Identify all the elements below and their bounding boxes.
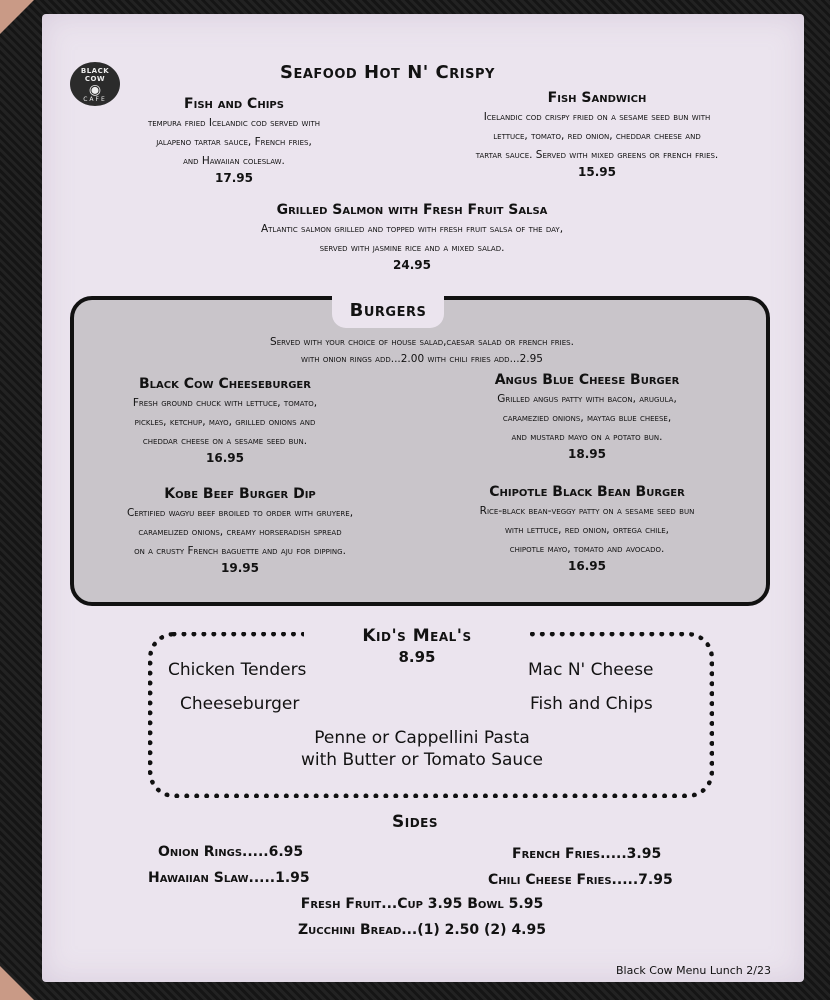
side-item: Chili Cheese Fries.....7.95 xyxy=(488,872,673,888)
menu-item-fish-and-chips xyxy=(104,96,364,185)
side-item: Onion Rings.....6.95 xyxy=(158,844,304,860)
item-desc-line: on a crusty French baguette and aju for dipping. xyxy=(134,545,346,557)
item-title: Fish Sandwich xyxy=(547,90,647,106)
menu-page xyxy=(42,14,804,982)
burgers-heading: Burgers xyxy=(349,300,427,321)
menu-item-angus-blue-cheese-burger xyxy=(442,372,732,461)
item-desc-line: cheddar cheese on a sesame seed bun. xyxy=(142,435,308,447)
item-desc-line: chipotle mayo, tomato and avocado. xyxy=(509,543,665,555)
item-price: 17.95 xyxy=(215,171,253,185)
kids-pasta-line: with Butter or Tomato Sauce xyxy=(300,750,544,770)
burgers-note-line: Served with your choice of house salad,caesar salad or french fries. xyxy=(270,336,574,348)
kids-item: Cheeseburger xyxy=(180,694,300,714)
burgers-note xyxy=(162,334,682,368)
kids-item: Mac N' Cheese xyxy=(528,660,654,680)
item-desc-line: tempura fried Icelandic cod served with xyxy=(147,117,320,129)
kids-pasta xyxy=(242,727,602,771)
kids-meal-header xyxy=(304,626,530,666)
kids-meal-heading: Kid's Meal's xyxy=(362,626,472,646)
item-desc-line: lettuce, tomato, red onion, cheddar cheese and xyxy=(493,130,701,142)
item-desc-line: Rice-black bean-veggy patty on a sesame seed bun xyxy=(479,505,695,517)
item-price: 24.95 xyxy=(393,258,431,272)
item-desc-line: Fresh ground chuck with lettuce, tomato, xyxy=(132,397,318,409)
side-item: French Fries.....3.95 xyxy=(512,846,662,862)
binder-corner xyxy=(0,966,34,1000)
item-desc-line: served with jasmine rice and a mixed salad. xyxy=(319,242,505,254)
item-price: 15.95 xyxy=(578,165,616,179)
item-title: Kobe Beef Burger Dip xyxy=(164,486,316,502)
item-desc-line: tartar sauce. Served with mixed greens or french fries. xyxy=(475,149,719,161)
item-title: Black Cow Cheeseburger xyxy=(139,376,311,392)
item-desc-line: Atlantic salmon grilled and topped with fresh fruit salsa of the day, xyxy=(260,223,564,235)
side-item: Zucchini Bread...(1) 2.50 (2) 4.95 xyxy=(298,922,546,938)
item-desc-line: with lettuce, red onion, ortega chile, xyxy=(505,524,669,536)
item-desc-line: and mustard mayo on a potato bun. xyxy=(511,431,663,443)
item-desc-line: and Hawaiian coleslaw. xyxy=(183,155,285,167)
cow-icon: ◉ xyxy=(88,82,102,99)
item-title: Grilled Salmon with Fresh Fruit Salsa xyxy=(276,202,548,218)
menu-item-grilled-salmon xyxy=(172,202,652,272)
item-price: 19.95 xyxy=(221,561,259,575)
item-desc-line: caramelized onions, creamy horseradish spread xyxy=(138,526,342,538)
item-desc-line: jalapeno tartar sauce, French fries, xyxy=(156,136,312,148)
item-price: 16.95 xyxy=(206,451,244,465)
menu-item-black-cow-cheeseburger xyxy=(100,376,350,465)
item-desc-line: caramezied onions, maytag blue cheese, xyxy=(502,412,672,424)
seafood-heading: Seafood Hot N' Crispy xyxy=(280,62,495,83)
item-title: Chipotle Black Bean Burger xyxy=(489,484,685,500)
item-title: Fish and Chips xyxy=(184,96,284,112)
kids-item: Fish and Chips xyxy=(530,694,653,714)
menu-item-fish-sandwich xyxy=(414,90,780,179)
side-item: Hawaiian Slaw.....1.95 xyxy=(148,870,310,886)
menu-footer: Black Cow Menu Lunch 2/23 xyxy=(616,964,771,977)
kids-meal-price: 8.95 xyxy=(398,648,436,666)
item-price: 18.95 xyxy=(568,447,606,461)
item-desc-line: Certified wagyu beef broiled to order with gruyere, xyxy=(126,507,354,519)
item-price: 16.95 xyxy=(568,559,606,573)
item-desc-line: Icelandic cod crispy fried on a sesame seed bun with xyxy=(483,111,711,123)
item-desc-line: pickles, ketchup, mayo, grilled onions and xyxy=(134,416,316,428)
item-title: Angus Blue Cheese Burger xyxy=(494,372,680,388)
binder-corner xyxy=(0,0,34,34)
menu-item-kobe-beef-burger-dip xyxy=(80,486,400,575)
burgers-note-line: with onion rings add...2.00 with chili fries add...2.95 xyxy=(301,353,543,365)
kids-item: Chicken Tenders xyxy=(168,660,307,680)
side-item: Fresh Fruit...Cup 3.95 Bowl 5.95 xyxy=(300,896,544,912)
kids-pasta-line: Penne or Cappellini Pasta xyxy=(314,728,530,748)
item-desc-line: Grilled angus patty with bacon, arugula, xyxy=(497,393,677,405)
sides-heading: Sides xyxy=(391,812,438,832)
menu-item-chipotle-black-bean-burger xyxy=(427,484,747,573)
black-cow-logo: BLACK COW ◉ CAFE xyxy=(70,62,120,106)
